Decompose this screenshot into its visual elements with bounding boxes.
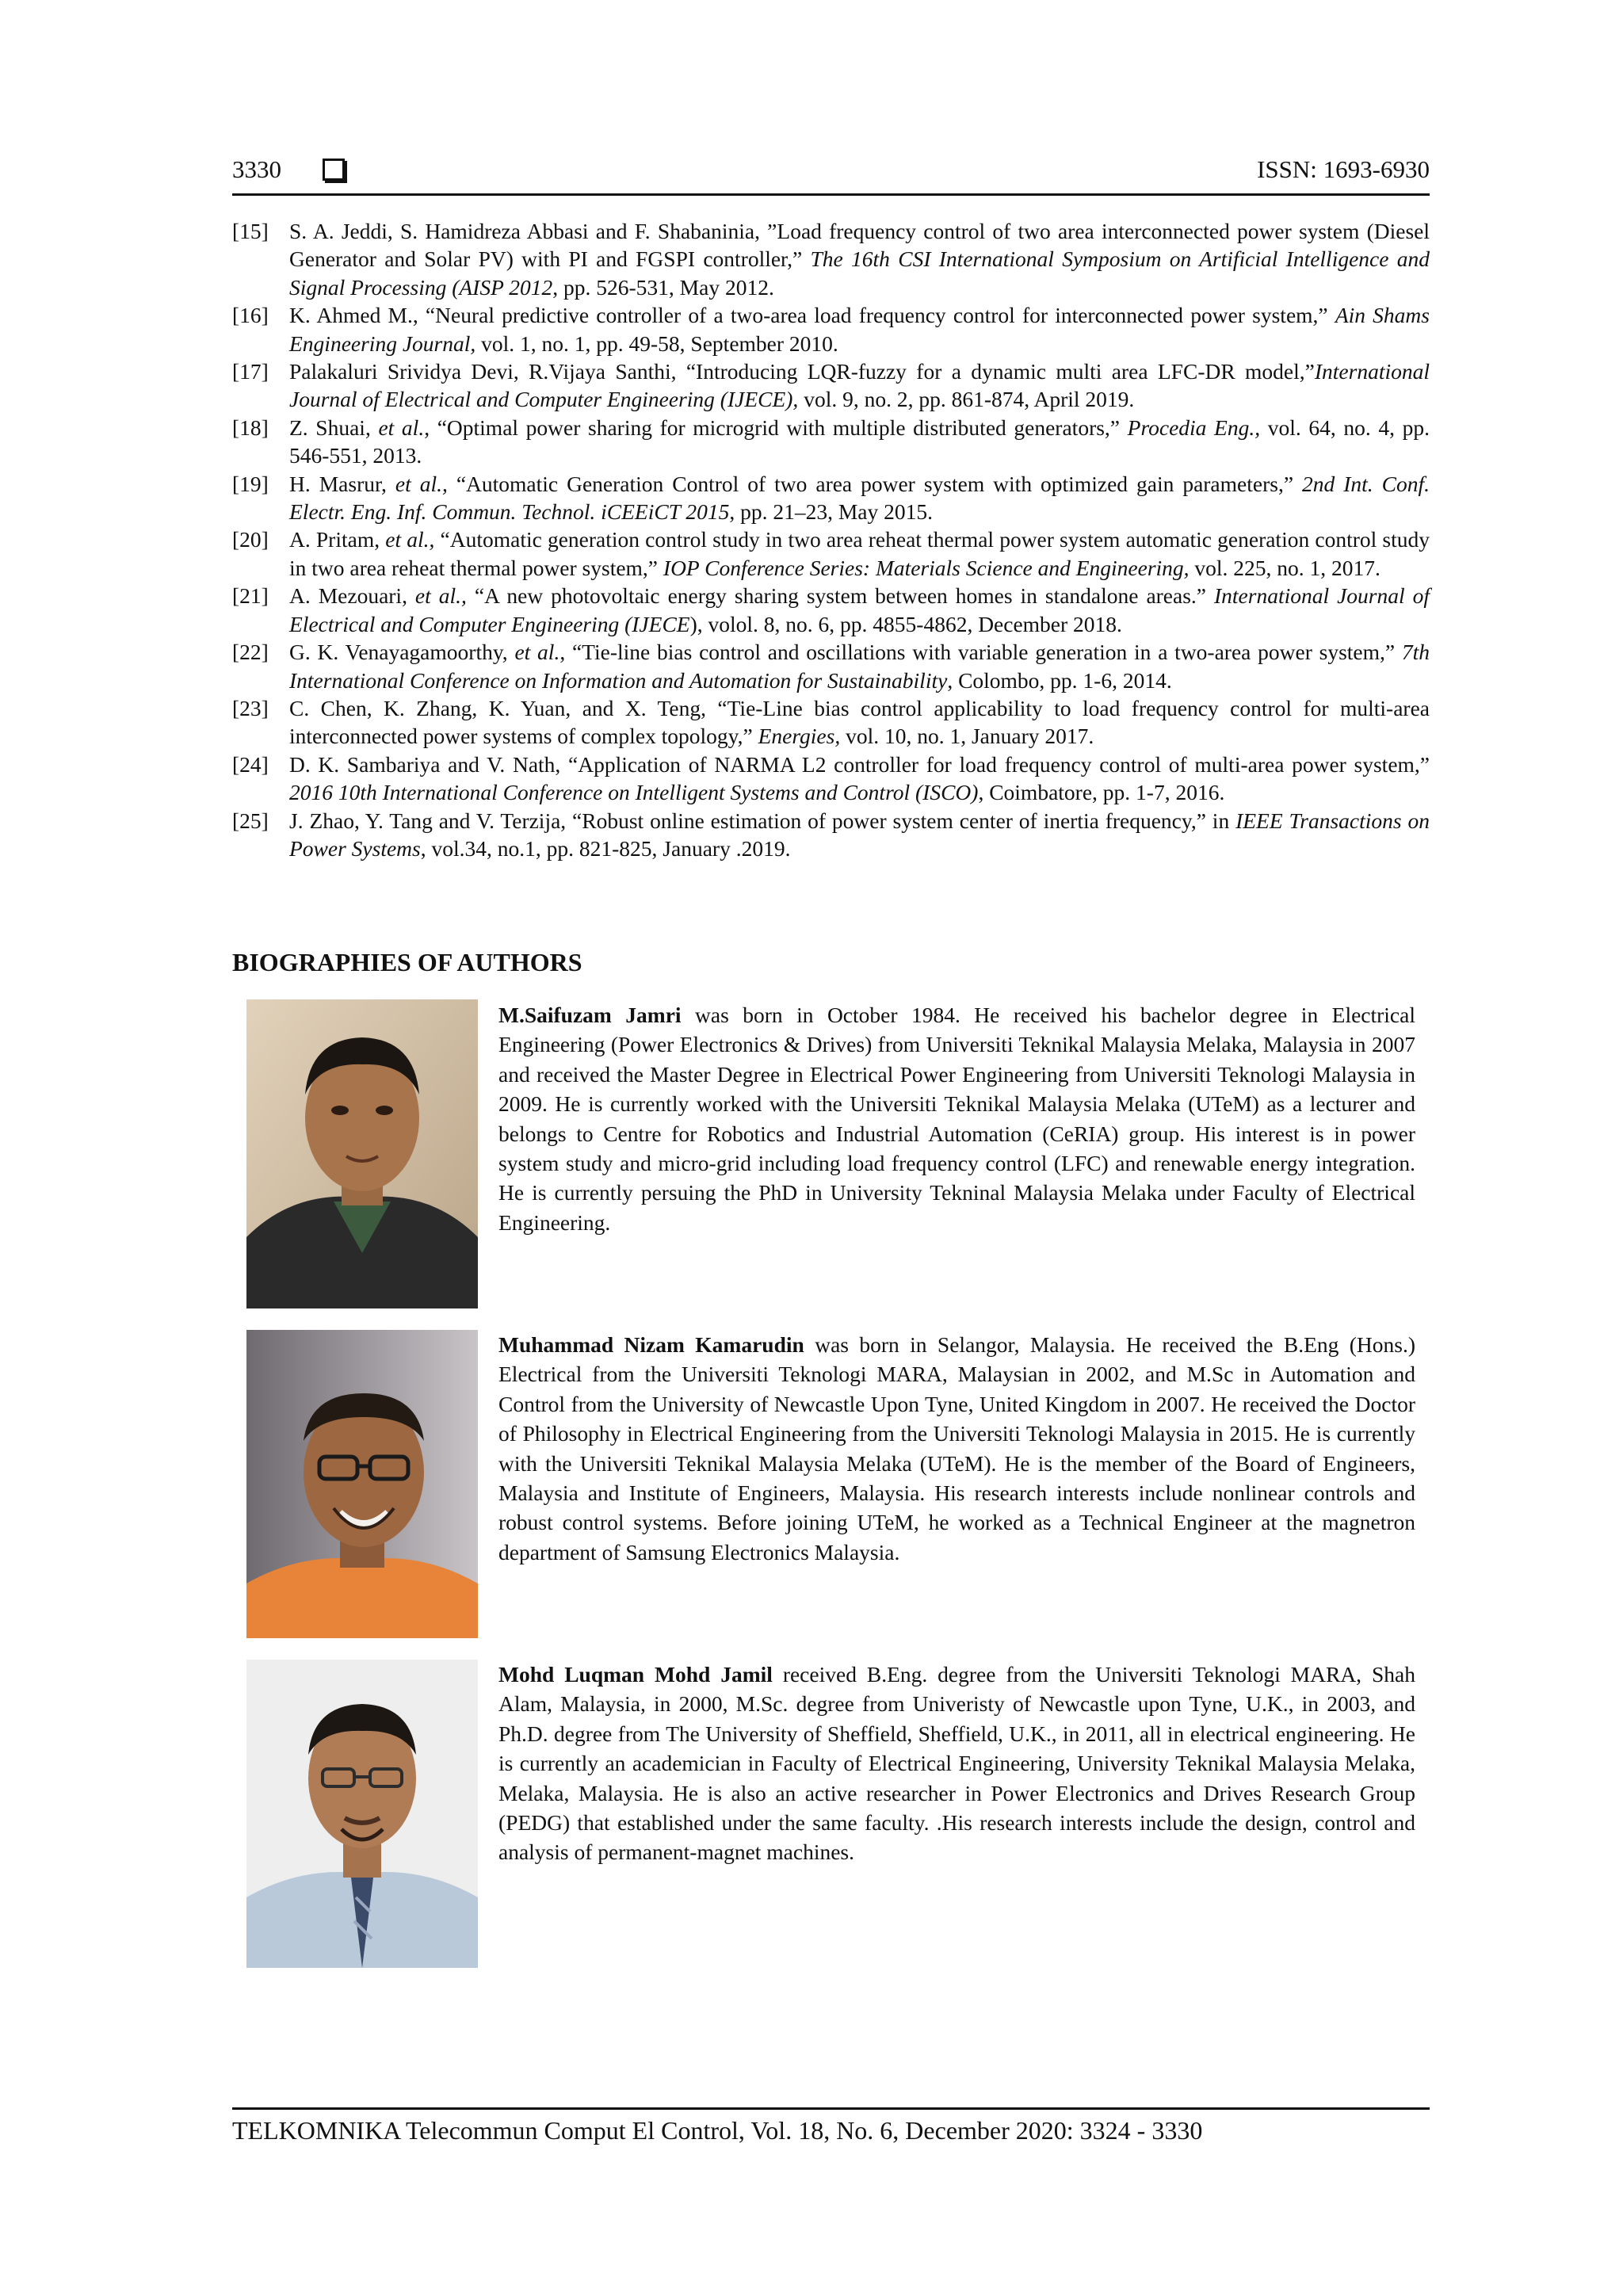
- reference-text: , pp. 526-531, May 2012.: [552, 274, 774, 300]
- reference-italic-text: Procedia Eng.,: [1127, 415, 1261, 440]
- reference-number: [25]: [232, 808, 269, 833]
- issn: ISSN: 1693-6930: [1257, 155, 1430, 183]
- reference-text: A. Mezouari,: [289, 583, 415, 609]
- reference-number: [17]: [232, 359, 269, 384]
- reference-text: C. Chen, K. Zhang, K. Yuan, and X. Teng, “Tie-Line bias control applicability to load frequency control for multi-area interconnected power systems of complex topology,”: [289, 695, 1430, 749]
- reference-text: K. Ahmed M., “Neural predictive controller of a two-area load frequency control for interconnected power system,”: [289, 303, 1335, 328]
- author-photo-2: [246, 1330, 478, 1638]
- reference-text: vol. 225, no. 1, 2017.: [1189, 555, 1381, 580]
- reference-italic-text: et al.: [378, 415, 425, 440]
- reference-item: [232, 414, 1430, 470]
- author-name: Mohd Luqman Mohd Jamil: [498, 1662, 773, 1687]
- reference-item: [232, 217, 1430, 301]
- reference-text: J. Zhao, Y. Tang and V. Terzija, “Robust online estimation of power system center of inertia frequency,” in: [289, 808, 1236, 833]
- reference-number: [16]: [232, 303, 269, 328]
- author-photo-1: [246, 999, 478, 1308]
- reference-text: “Automatic Generation Control of two area power system with optimized gain parameters,”: [447, 471, 1302, 496]
- box-bullet-icon: [323, 159, 345, 181]
- reference-item: [232, 582, 1430, 638]
- reference-italic-text: IEEE Transactions on Power Systems: [289, 808, 1430, 861]
- reference-text: ), volol. 8, no. 6, pp. 4855-4862, December 2018.: [689, 611, 1122, 636]
- page-number: 3330: [232, 155, 281, 183]
- reference-list: [232, 217, 1430, 862]
- reference-italic-text: 7th International Conference on Information and Automation for Sustainability: [289, 640, 1430, 693]
- reference-item: [232, 694, 1430, 751]
- author-bio-text: was born in October 1984. He received his bachelor degree in Electrical Engineering (Power Electronics & Drives) from Universiti Teknikal Malaysia Melaka, Malaysia in 2007 and received the Master Degree in Electrical Power Engineering from Universiti Teknologi Malaysia in 2009. He is currently worked with the Universiti Teknikal Malaysia Melaka (UTeM) as a lecturer and belongs to Centre for Robotics and Industrial Automation (CeRIA) group. His interest is in power system study and micro-grid including load frequency control (LFC) and renewable energy integration. He is currently persuing the PhD in University Tekninal Malaysia Melaka under Faculty of Electrical Engineering.: [498, 1003, 1415, 1235]
- reference-item: [232, 357, 1430, 414]
- author-name: M.Saifuzam Jamri: [498, 1003, 682, 1027]
- reference-text: H. Masrur,: [289, 471, 395, 496]
- reference-italic-text: International Journal of Electrical and Computer Engineering (IJECE: [289, 583, 1430, 636]
- reference-text: S. A. Jeddi, S. Hamidreza Abbasi and F. Shabaninia, ”Load frequency control of two area interconnected power system (Diesel Generator and Solar PV) with PI and FGSPI controller,”: [289, 219, 1430, 272]
- reference-text: , “Optimal power sharing for microgrid with multiple distributed generators,”: [424, 415, 1128, 440]
- author-bio-text: was born in Selangor, Malaysia. He received the B.Eng (Hons.) Electrical from the Universiti Teknologi MARA, Malaysian in 2002, and M.Sc in Automation and Control from the University of Newcastle Upon Tyne, United Kingdom in 2007. He received the Doctor of Philosophy in Electrical Engineering from the Universiti Teknologi Malaysia in 2015. He is currently with the Universiti Teknikal Malaysia Melaka (UTeM). He is the member of the Board of Engineers, Malaysia and Institute of Engineers, Malaysia. His research interests include nonlinear controls and robust control systems. Before joining UTeM, he worked as a Technical Engineer at the magnetron department of Samsung Electronics Malaysia.: [498, 1332, 1416, 1564]
- reference-text: Palakaluri Srividya Devi, R.Vijaya Santhi, “Introducing LQR-fuzzy for a dynamic multi area LFC-DR model,”: [289, 359, 1315, 384]
- reference-italic-text: et al.,: [395, 471, 448, 496]
- page-footer: [232, 2107, 1430, 2145]
- reference-text: “Automatic generation control study in two area reheat thermal power system automatic generation control study in two area reheat thermal power system,”: [289, 527, 1430, 580]
- reference-number: [20]: [232, 527, 269, 552]
- page-header: [232, 155, 1430, 196]
- reference-italic-text: IOP Conference Series: Materials Science and Engineering,: [663, 555, 1190, 580]
- reference-number: [15]: [232, 219, 269, 243]
- reference-number: [21]: [232, 583, 269, 609]
- reference-item: [232, 470, 1430, 526]
- reference-italic-text: Energies,: [758, 724, 841, 749]
- reference-item: [232, 301, 1430, 357]
- reference-text: vol. 64, no. 4, pp. 546-551, 2013.: [289, 415, 1430, 468]
- author-photo-3: [246, 1660, 478, 1968]
- journal-citation: TELKOMNIKA Telecommun Comput El Control, Vol. 18, No. 6, December 2020: 3324 - 3330: [232, 2116, 1203, 2145]
- reference-italic-text: The 16th CSI International Symposium on Artificial Intelligence and Signal Processing (AISP 2012: [289, 246, 1430, 300]
- reference-item: [232, 525, 1430, 582]
- reference-text: vol. 10, no. 1, January 2017.: [840, 724, 1094, 749]
- reference-item: [232, 807, 1430, 863]
- reference-italic-text: et al.,: [414, 583, 467, 609]
- reference-italic-text: Ain Shams Engineering Journal,: [289, 303, 1430, 356]
- reference-text: , Colombo, pp. 1-6, 2014.: [947, 667, 1172, 693]
- reference-text: , pp. 21–23, May 2015.: [729, 499, 934, 525]
- reference-number: [19]: [232, 471, 269, 496]
- reference-text: D. K. Sambariya and V. Nath, “Application of NARMA L2 controller for load frequency control of multi-area power system,”: [289, 751, 1430, 777]
- author-bio-2: [498, 1330, 1415, 1567]
- reference-text: vol. 1, no. 1, pp. 49-58, September 2010.: [475, 330, 838, 356]
- reference-italic-text: et al.,: [385, 527, 435, 552]
- reference-text: , “Tie-line bias control and oscillations with variable generation in a two-area power system,”: [559, 640, 1402, 665]
- reference-italic-text: et al.: [514, 640, 560, 665]
- reference-text: , Coimbatore, pp. 1-7, 2016.: [978, 780, 1225, 805]
- reference-text: A. Pritam,: [289, 527, 386, 552]
- reference-italic-text: International Journal of Electrical and Computer Engineering (IJECE),: [289, 359, 1430, 412]
- author-bio-3: [498, 1660, 1415, 1867]
- reference-text: “A new photovoltaic energy sharing system between homes in standalone areas.”: [466, 583, 1214, 609]
- reference-item: [232, 638, 1430, 694]
- reference-number: [24]: [232, 751, 269, 777]
- reference-text: G. K. Venayagamoorthy,: [289, 640, 515, 665]
- section-title: BIOGRAPHIES OF AUTHORS: [232, 948, 582, 976]
- author-bio-text: received B.Eng. degree from the Universiti Teknologi MARA, Shah Alam, Malaysia, in 2000, M.Sc. degree from Univeristy of Newcastle upon Tyne, U.K., in 2003, and Ph.D. degree from The University of Sheffield, Sheffield, U.K., in 2011, all in electrical engineering. He is currently an academician in Faculty of Electrical Engineering, University Teknikal Malaysia Melaka, Melaka, Malaysia. He is also an active researcher in Power Electronics and Drives Research Group (PEDG) that established under the same faculty. .His research interests include the design, control and analysis of permanent-magnet machines.: [498, 1662, 1415, 1865]
- reference-number: [23]: [232, 695, 269, 720]
- author-bio-1: [498, 1000, 1415, 1237]
- author-name: Muhammad Nizam Kamarudin: [498, 1332, 804, 1357]
- reference-italic-text: 2nd Int. Conf. Electr. Eng. Inf. Commun. Technol. iCEEiCT 2015: [289, 471, 1430, 525]
- reference-italic-text: 2016 10th International Conference on Intelligent Systems and Control (ISCO): [289, 780, 979, 805]
- reference-text: , vol.34, no.1, pp. 821-825, January .2019.: [420, 835, 791, 861]
- reference-number: [22]: [232, 640, 269, 665]
- reference-text: Z. Shuai,: [289, 415, 379, 440]
- reference-text: vol. 9, no. 2, pp. 861-874, April 2019.: [798, 387, 1135, 412]
- reference-item: [232, 751, 1430, 807]
- reference-number: [18]: [232, 415, 269, 440]
